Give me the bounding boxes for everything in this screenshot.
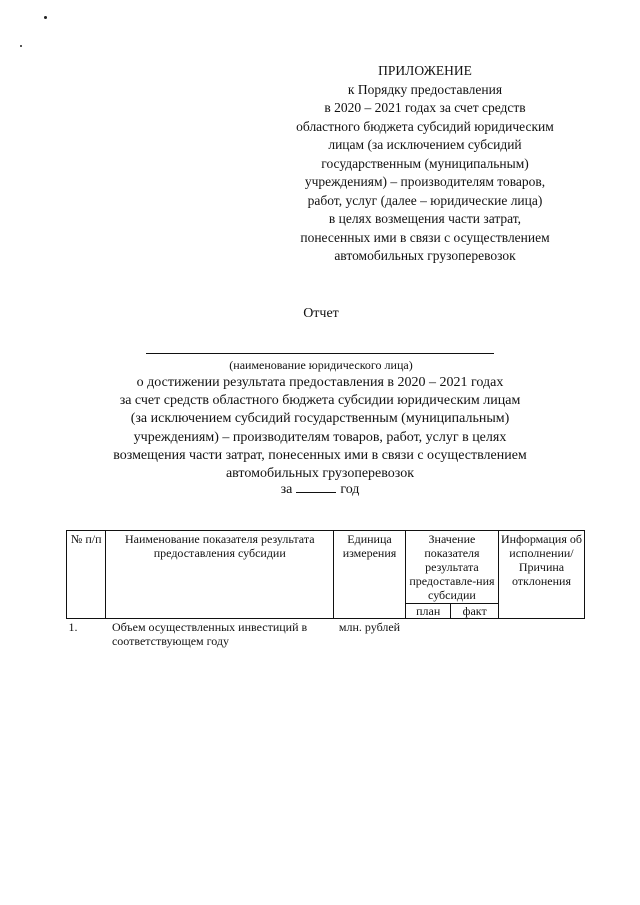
year-blank-field: [296, 480, 336, 493]
row-fact-value: [451, 619, 499, 650]
appendix-line: учреждениям) – производителям товаров,: [304, 174, 546, 189]
report-description-line: за счет средств областного бюджета субсидии юридическим лицам: [119, 393, 521, 409]
row-execution-info: [498, 619, 584, 650]
year-suffix: год: [340, 482, 360, 497]
appendix-line: в 2020 – 2021 годах за счет средств: [324, 100, 526, 115]
report-year-line: [0, 480, 640, 498]
scan-speck: [44, 16, 47, 19]
appendix-heading: ПРИЛОЖЕНИЕ: [378, 63, 472, 78]
report-description-line: возмещения части затрат, понесенных ими в связи с осуществлением: [113, 447, 527, 463]
header-unit: Единица измерения: [334, 531, 406, 619]
header-number: № п/п: [67, 531, 106, 619]
header-indicator-value: Значение показателя результата предоставле-ния субсидии: [405, 531, 498, 604]
scan-speck: [20, 45, 22, 47]
appendix-block: [260, 62, 590, 266]
header-execution-info: Информация об исполнении/ Причина отклонения: [498, 531, 584, 619]
row-indicator-name: Объем осуществленных инвестиций в соответствующем году: [111, 620, 308, 648]
report-description-line: о достижении результата предоставления в 2020 – 2021 годах: [136, 375, 504, 390]
report-description-line: учреждениям) – производителям товаров, работ, услуг в целях: [133, 429, 507, 445]
appendix-line: лицам (за исключением субсидий: [328, 137, 522, 152]
appendix-line: к Порядку предоставления: [347, 81, 503, 97]
row-unit: млн. рублей: [338, 620, 401, 634]
report-title-row: [0, 306, 640, 322]
appendix-line: областного бюджета субсидий юридическим: [296, 118, 554, 134]
appendix-line: автомобильных грузоперевозок: [334, 248, 516, 263]
appendix-line: государственным (муниципальным): [321, 155, 529, 171]
report-description-line: (за исключением субсидий государственным (муниципальным): [130, 411, 510, 427]
appendix-line: работ, услуг (далее – юридические лица): [307, 192, 543, 208]
table-header-row: [67, 531, 585, 604]
appendix-line: понесенных ими в связи с осуществлением: [300, 229, 550, 245]
header-fact: факт: [451, 604, 499, 619]
header-plan: план: [405, 604, 451, 619]
row-plan-value: [405, 619, 451, 650]
report-title: Отчет: [303, 306, 339, 321]
row-number: 1.: [68, 620, 78, 634]
year-prefix: за: [280, 482, 293, 497]
entity-name-blank-line: [146, 353, 494, 354]
report-description: [60, 374, 580, 483]
report-description-line: автомобильных грузоперевозок: [225, 466, 415, 482]
results-table: [66, 530, 585, 649]
entity-name-caption: (наименование юридического лица): [229, 358, 413, 372]
header-indicator-name: Наименование показателя результата предоставления субсидии: [106, 531, 334, 619]
appendix-line: в целях возмещения части затрат,: [328, 211, 522, 226]
table-row: [67, 619, 585, 650]
